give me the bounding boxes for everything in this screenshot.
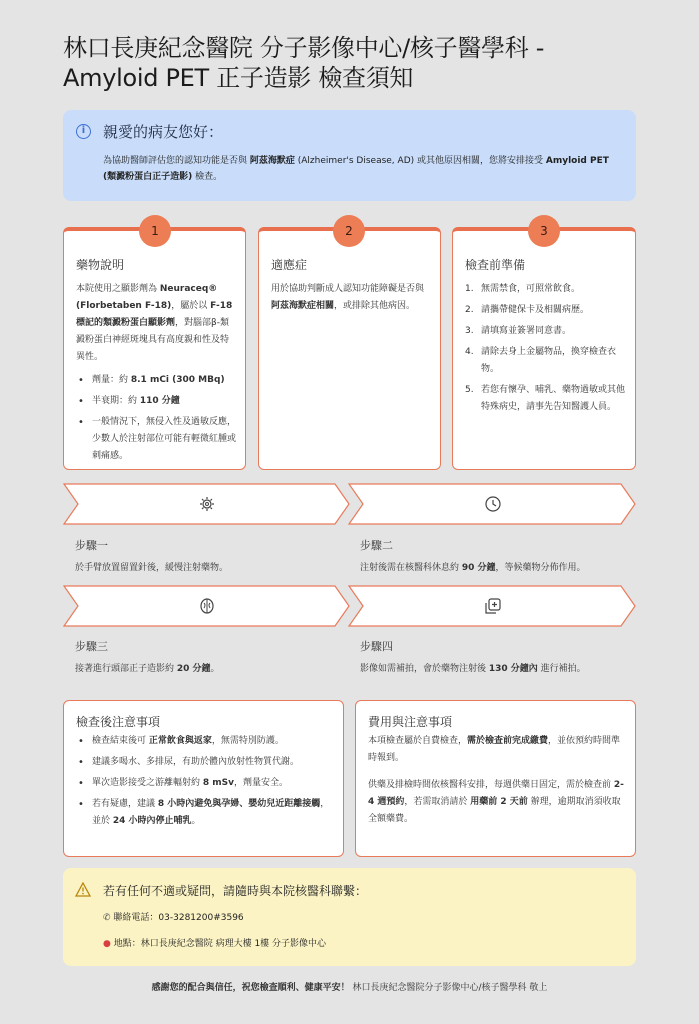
card-indications bbox=[258, 227, 441, 470]
card-body bbox=[465, 281, 628, 420]
card-preparation bbox=[452, 227, 636, 470]
contact-title: 若有任何不適或疑問，請隨時與本院核醫科聯繫： bbox=[103, 884, 368, 898]
contact-phone: ✆ 聯絡電話：03-3281200#3596 bbox=[103, 913, 244, 923]
title-line1: 林口長庚紀念醫院 分子影像中心/核子醫學科 - bbox=[63, 34, 545, 62]
note-title: 檢查後注意事項 bbox=[76, 715, 161, 729]
step-number-badge: 2 bbox=[333, 215, 365, 247]
page-title bbox=[63, 33, 643, 93]
step-arrows-row2 bbox=[63, 585, 637, 627]
note-body: 本項檢查屬於自費檢查，需於檢查前完成繳費，並依預約時間準時報到。 供藥及排檢時間依核醫科安排，每週供藥日固定，需於檢查前 2-4 週預約，若需取消請於 用藥前 2 天前 辦理，逾期取消須收取全額藥費。 bbox=[368, 736, 624, 824]
list-item: 1. 無需禁食，可照常飲食。 bbox=[465, 284, 581, 294]
list-item: • 若有疑慮，建議 8 小時內避免與孕婦、嬰幼兒近距離接觸，並於 24 小時內停止哺乳。 bbox=[76, 796, 334, 830]
card-body: 用於協助判斷成人認知功能障礙是否與 阿茲海默症相關，或排除其他病因。 bbox=[271, 284, 425, 311]
card-drug-info bbox=[63, 227, 246, 470]
greeting-box bbox=[63, 110, 636, 201]
card-body: 本院使用之顯影劑為 Neuraceq® (Florbetaben F-18)，屬於以 F-18 標記的類澱粉蛋白顯影劑，對腦部β-類澱粉蛋白神經斑塊具有高度親和性及特異性。 • 劑量：約 8.1 mCi (300 MBq) • 半衰期：約 110 分鐘 • 一般情況下，無侵入性及過敏反應，少數人於注射部位可能有輕微紅腫或刺痛感。 bbox=[76, 281, 236, 469]
step-arrows-row1 bbox=[63, 483, 637, 525]
contact-box bbox=[63, 868, 636, 966]
syringe-gear-icon bbox=[198, 495, 216, 513]
pin-icon: ● bbox=[103, 939, 111, 949]
step-desc: 影像如需補拍，會於藥物注射後 130 分鐘內 進行補拍。 bbox=[360, 664, 586, 674]
list-item: • 建議多喝水、多排尿，有助於體內放射性物質代謝。 bbox=[76, 754, 334, 771]
card-title: 藥物說明 bbox=[76, 258, 125, 272]
warning-icon bbox=[75, 882, 91, 897]
fees-notes bbox=[355, 700, 636, 857]
phone-icon: ✆ bbox=[103, 913, 111, 923]
scan-icon bbox=[484, 597, 502, 615]
greeting-title: 親愛的病友您好： bbox=[103, 123, 224, 141]
list-item: 4. 請除去身上金屬物品，換穿檢查衣物。 bbox=[465, 347, 617, 374]
step-title: 步驟二 bbox=[360, 539, 393, 552]
step-number-badge: 1 bbox=[139, 215, 171, 247]
title-line2: Amyloid PET 正子造影 檢查須知 bbox=[63, 64, 414, 92]
list-item: 3. 請填寫並簽署同意書。 bbox=[465, 326, 572, 336]
contact-address: ● 地點：林口長庚紀念醫院 病理大樓 1樓 分子影像中心 bbox=[103, 939, 327, 949]
list-item: • 劑量：約 8.1 mCi (300 MBq) bbox=[76, 372, 236, 389]
note-title: 費用與注意事項 bbox=[368, 715, 453, 729]
step-desc: 接著進行頭部正子造影約 20 分鐘。 bbox=[75, 664, 220, 674]
card-title: 檢查前準備 bbox=[465, 258, 526, 272]
info-icon: i bbox=[76, 124, 91, 139]
step-desc: 注射後需在核醫科休息約 90 分鐘，等候藥物分佈作用。 bbox=[360, 563, 586, 573]
footer: 感謝您的配合與信任，祝您檢查順利、健康平安！ 林口長庚紀念醫院分子影像中心/核子醫學科 敬上 bbox=[151, 983, 548, 993]
list-item: • 一般情況下，無侵入性及過敏反應，少數人於注射部位可能有輕微紅腫或刺痛感。 bbox=[76, 414, 236, 465]
step-desc: 於手臂放置留置針後，緩慢注射藥物。 bbox=[75, 563, 229, 573]
list-item: • 單次造影接受之游離輻射約 8 mSv，劑量安全。 bbox=[76, 775, 334, 792]
list-item: • 半衰期：約 110 分鐘 bbox=[76, 393, 236, 410]
list-item: • 檢查結束後可 正常飲食與返家，無需特別防護。 bbox=[76, 733, 334, 750]
brain-icon bbox=[198, 597, 216, 615]
list-item: 2. 請攜帶健保卡及相關病歷。 bbox=[465, 305, 590, 315]
step-title: 步驟一 bbox=[75, 539, 108, 552]
step-number-badge: 3 bbox=[528, 215, 560, 247]
note-body bbox=[76, 733, 334, 834]
step-title: 步驟三 bbox=[75, 640, 108, 653]
clock-icon bbox=[484, 495, 502, 513]
step-title: 步驟四 bbox=[360, 640, 393, 653]
greeting-body: 為協助醫師評估您的認知功能是否與 阿茲海默症 (Alzheimer's Disease, AD) 或其他原因相關，您將安排接受 Amyloid PET (類澱粉蛋白正子造影) 檢查。 bbox=[103, 156, 609, 182]
after-exam-notes bbox=[63, 700, 344, 857]
card-title: 適應症 bbox=[271, 258, 308, 272]
list-item: 5. 若您有懷孕、哺乳、藥物過敏或其他特殊病史，請事先告知醫護人員。 bbox=[465, 385, 626, 412]
